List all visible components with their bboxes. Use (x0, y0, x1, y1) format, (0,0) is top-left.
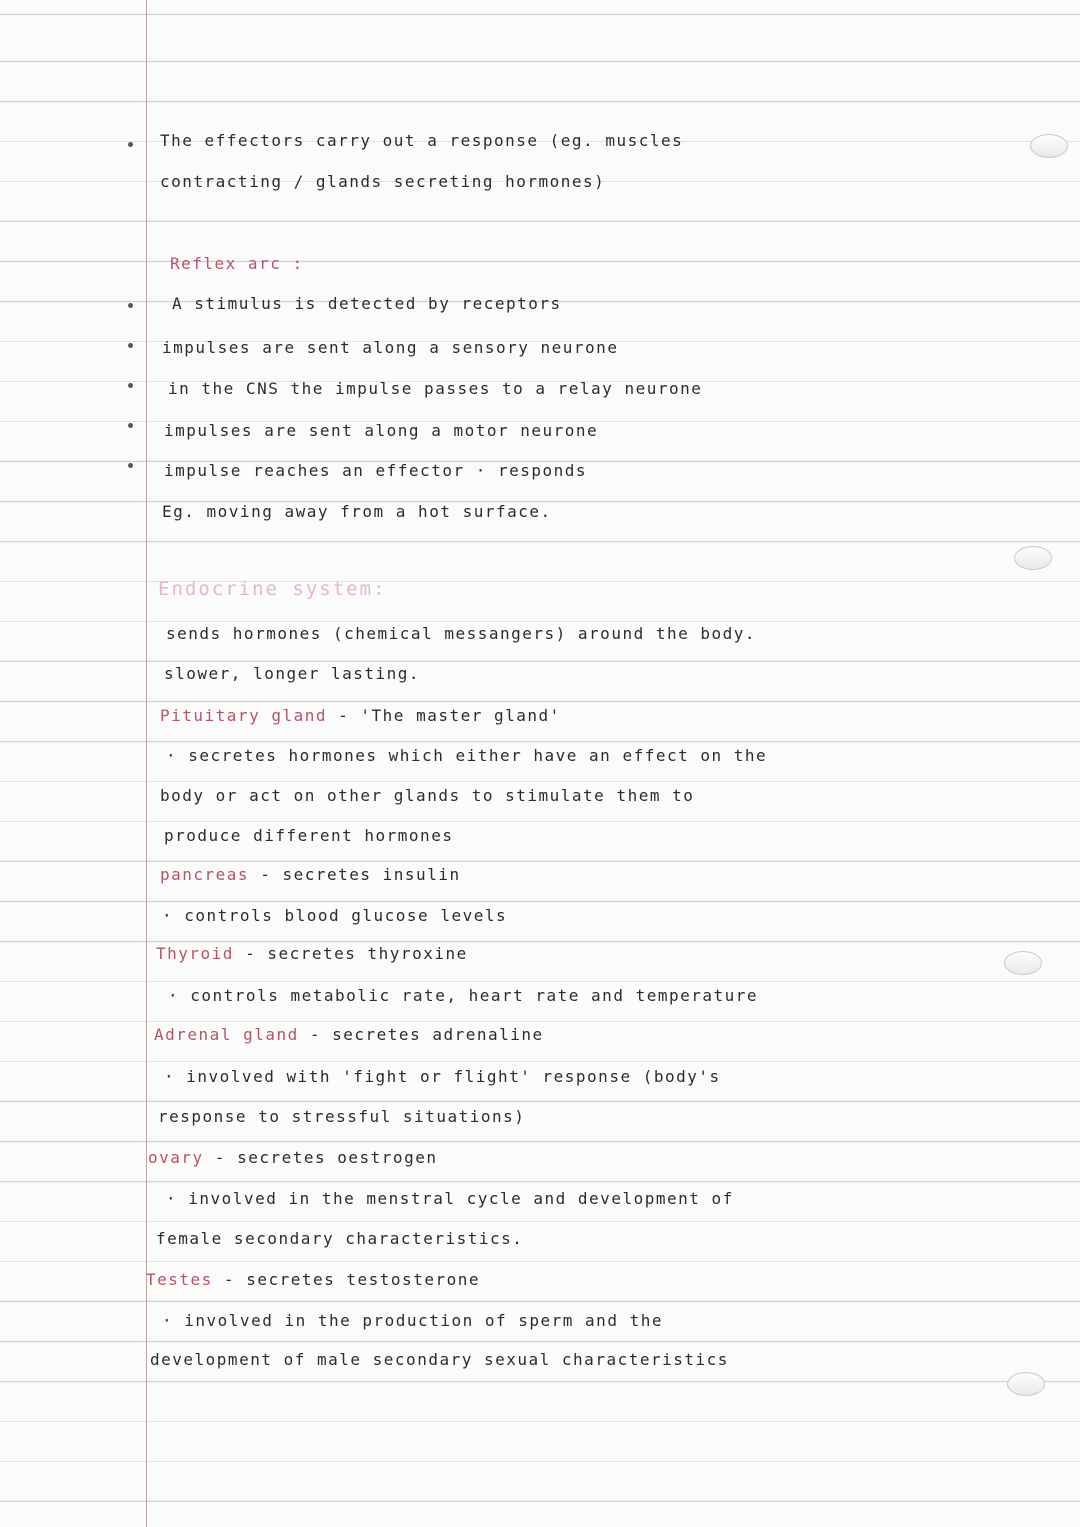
note-line: response to stressful situations) (158, 1107, 526, 1126)
note-line: impulse reaches an effector · responds (164, 461, 588, 480)
reflex-arc-heading: Reflex arc : (170, 254, 304, 273)
bullet-dot (128, 303, 133, 308)
bullet-dot (128, 343, 133, 348)
pituitary-gland-desc: - 'The master gland' (327, 706, 561, 725)
note-line: body or act on other glands to stimulate them to (160, 786, 695, 805)
adrenal-gland-label: Adrenal gland (154, 1025, 299, 1044)
endocrine-system-heading: Endocrine system: (158, 578, 387, 600)
testes-line (146, 1270, 480, 1289)
thyroid-desc: - secretes thyroxine (233, 944, 468, 963)
margin-line (146, 0, 147, 1527)
note-line: · involved with 'fight or flight' response (body's (164, 1067, 721, 1086)
testes-desc: - secretes testosterone (212, 1270, 480, 1289)
note-line: development of male secondary sexual characteristics (150, 1350, 729, 1369)
note-line: contracting / glands secreting hormones) (160, 172, 606, 191)
adrenal-gland-line (154, 1025, 544, 1044)
note-line: · secretes hormones which either have an effect on the (166, 746, 768, 765)
thyroid-label: Thyroid (156, 944, 234, 963)
punch-hole (1004, 951, 1042, 975)
note-line: sends hormones (chemical messangers) around the body. (166, 624, 757, 643)
pituitary-gland-line (160, 706, 561, 725)
ovary-desc: - secretes oestrogen (203, 1148, 438, 1167)
note-line: The effectors carry out a response (eg. muscles (160, 131, 684, 150)
bullet-dot (128, 463, 133, 468)
note-line: produce different hormones (164, 826, 454, 845)
punch-hole (1007, 1372, 1045, 1396)
bullet-dot (128, 142, 133, 147)
adrenal-gland-desc: - secretes adrenaline (298, 1025, 544, 1044)
note-line: slower, longer lasting. (164, 664, 421, 683)
note-line: in the CNS the impulse passes to a relay neurone (168, 379, 703, 398)
note-line: · involved in the menstral cycle and development of (166, 1189, 734, 1208)
bullet-dot (128, 383, 133, 388)
note-line: impulses are sent along a sensory neurone (162, 338, 619, 357)
punch-hole (1030, 134, 1068, 158)
testes-label: Testes (146, 1270, 213, 1289)
pancreas-label: pancreas (160, 865, 250, 884)
pituitary-gland-label: Pituitary gland (160, 706, 327, 725)
note-line: Eg. moving away from a hot surface. (162, 502, 552, 521)
ovary-label: ovary (148, 1148, 204, 1167)
note-line: · controls blood glucose levels (162, 906, 508, 925)
pancreas-line (160, 865, 461, 884)
note-line: · controls metabolic rate, heart rate and temperature (168, 986, 759, 1005)
note-line: female secondary characteristics. (156, 1229, 524, 1248)
pancreas-desc: - secretes insulin (249, 865, 461, 884)
note-line: impulses are sent along a motor neurone (164, 421, 599, 440)
note-line: A stimulus is detected by receptors (172, 294, 562, 313)
ovary-line (148, 1148, 437, 1167)
note-line: · involved in the production of sperm and the (162, 1311, 663, 1330)
thyroid-line (156, 944, 468, 963)
bullet-dot (128, 423, 133, 428)
punch-hole (1014, 546, 1052, 570)
